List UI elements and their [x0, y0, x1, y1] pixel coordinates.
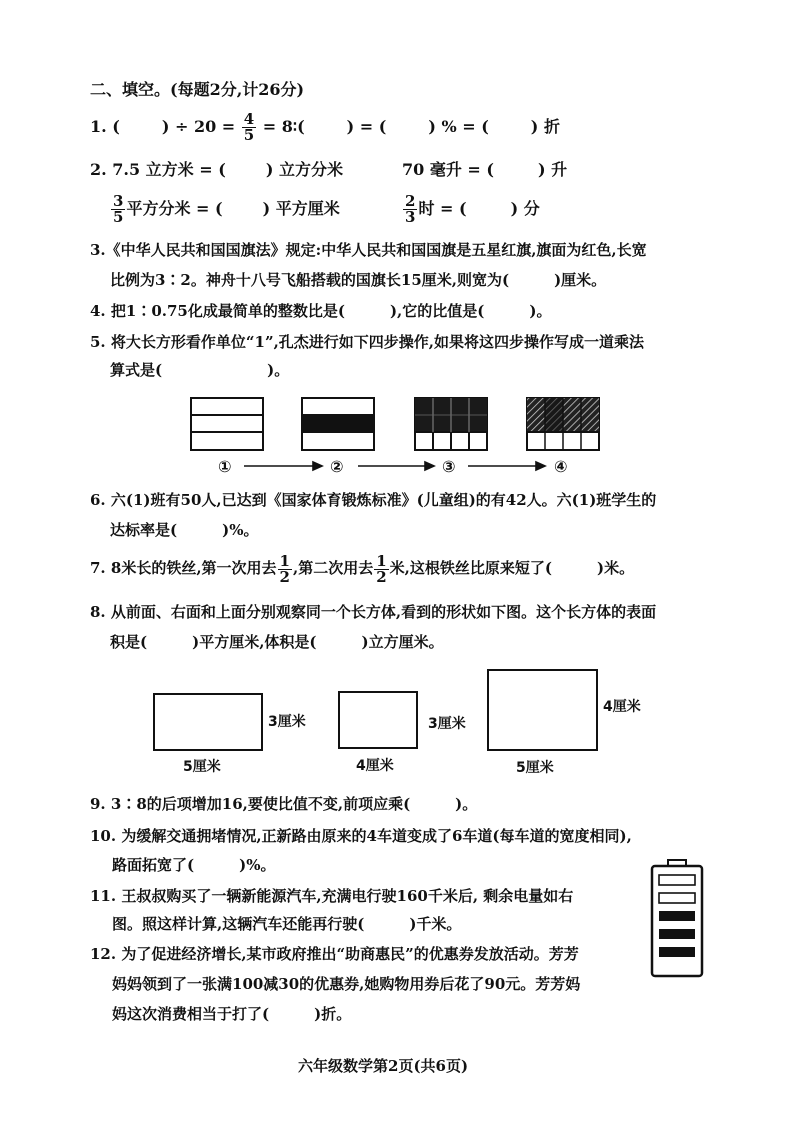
question-12-line-1: 12. 为了促进经济增长,某市政府推出“助商惠民”的优惠券发放活动。芳芳	[90, 945, 579, 963]
q1-part-a: 1. (	[90, 117, 120, 136]
question-5-line-1: 5. 将大长方形看作单位“1”,孔杰进行如下四步操作,如果将这四步操作写成一道乘法	[90, 333, 645, 351]
q2-part-e: 平方分米 = (	[126, 199, 223, 218]
q7-fraction-2: $\frac{1}{2}$	[376, 551, 387, 586]
q8-front-view-bottom-label: 5厘米	[183, 759, 221, 775]
page-footer: 六年级数学第2页(共6页)	[298, 1057, 469, 1075]
q8-right-view-side-label: 3厘米	[428, 716, 466, 732]
q8-right-view-rectangle	[339, 692, 417, 748]
question-12-line-2: 妈妈领到了一张满100减30的优惠券,她购物用券后花了90元。芳芳妈	[112, 975, 581, 993]
q5-step-2-label: ②	[330, 457, 344, 476]
question-6-line-1: 6. 六(1)班有50人,已达到《国家体育锻炼标准》(儿童组)的有42人。六(1)班学生的	[90, 491, 657, 509]
q1-part-d: ) = (	[346, 117, 387, 136]
question-6-line-2: 达标率是( )%。	[110, 521, 259, 539]
q5-step-4-rectangle	[527, 398, 599, 450]
q2-part-a: 2. 7.5 立方米 = (	[90, 160, 226, 179]
question-9: 9. 3∶8的后项增加16,要使比值不变,前项应乘( )。	[90, 795, 478, 813]
q1-fraction: $\frac{4}{5}$	[243, 110, 255, 144]
question-3-line-2: 比例为3∶2。神舟十八号飞船搭载的国旗长15厘米,则宽为( )厘米。	[110, 271, 607, 289]
q2-part-g: 时 = (	[418, 199, 467, 218]
q5-arrows	[244, 462, 545, 470]
q1-part-b: ) ÷ 20 =	[161, 117, 236, 136]
q8-right-view-bottom-label: 4厘米	[356, 758, 394, 774]
q1-part-f: ) 折	[530, 117, 560, 136]
q8-top-view-side-label: 4厘米	[603, 699, 641, 715]
q2-fraction-1: $\frac{3}{5}$	[113, 192, 124, 226]
q7-fraction-1: $\frac{1}{2}$	[279, 551, 290, 586]
q8-front-view-side-label: 3厘米	[268, 714, 306, 730]
q8-top-view-bottom-label: 5厘米	[516, 760, 554, 776]
q8-top-view-rectangle	[488, 670, 597, 750]
q1-part-e: ) % = (	[428, 117, 489, 136]
question-12-line-3: 妈这次消费相当于打了( )折。	[112, 1005, 352, 1023]
q7-part-b: ,第二次用去	[292, 559, 374, 577]
question-10-line-1: 10. 为缓解交通拥堵情况,正新路由原来的4车道变成了6车道(每车道的宽度相同),	[90, 827, 632, 845]
q1-part-c: = 8∶(	[262, 117, 305, 136]
q5-step-3-rectangle	[415, 398, 487, 450]
q2-fraction-2: $\frac{2}{3}$	[405, 192, 416, 226]
question-11-line-1: 11. 王叔叔购买了一辆新能源汽车,充满电行驶160千米后, 剩余电量如右	[90, 887, 574, 905]
q7-part-a: 7. 8米长的铁丝,第一次用去	[90, 559, 277, 577]
q2-part-b: ) 立方分米	[265, 160, 343, 179]
question-7	[90, 552, 634, 585]
section-title: 二、填空。(每题2分,计26分)	[90, 80, 305, 99]
question-10-line-2: 路面拓宽了( )%。	[112, 856, 276, 874]
q5-step-2-rectangle	[302, 398, 374, 450]
q5-step-1-rectangle	[191, 398, 263, 450]
q8-front-view-rectangle	[154, 694, 262, 750]
battery-icon	[652, 860, 702, 976]
question-8-line-2: 积是( )平方厘米,体积是( )立方厘米。	[110, 633, 444, 651]
q2-part-c: 70 毫升 = (	[402, 160, 494, 179]
q5-step-1-label: ①	[218, 457, 232, 476]
q5-step-4-label: ④	[554, 457, 568, 476]
question-11-line-2: 图。照这样计算,这辆汽车还能再行驶( )千米。	[112, 915, 462, 933]
question-3-line-1: 3.《中华人民共和国国旗法》规定:中华人民共和国国旗是五星红旗,旗面为红色,长宽	[90, 241, 647, 259]
q2-part-f: ) 平方厘米	[262, 199, 340, 218]
q2-part-h: ) 分	[510, 199, 540, 218]
q5-step-3-label: ③	[442, 457, 456, 476]
question-8-line-1: 8. 从前面、右面和上面分别观察同一个长方体,看到的形状如下图。这个长方体的表面	[90, 603, 657, 621]
q2-part-d: ) 升	[537, 160, 568, 179]
question-4: 4. 把1∶0.75化成最简单的整数比是( ),它的比值是( )。	[90, 302, 552, 320]
question-5-line-2: 算式是( )。	[110, 361, 290, 379]
q7-part-c: 米,这根铁丝比原来短了( )米。	[389, 559, 635, 577]
